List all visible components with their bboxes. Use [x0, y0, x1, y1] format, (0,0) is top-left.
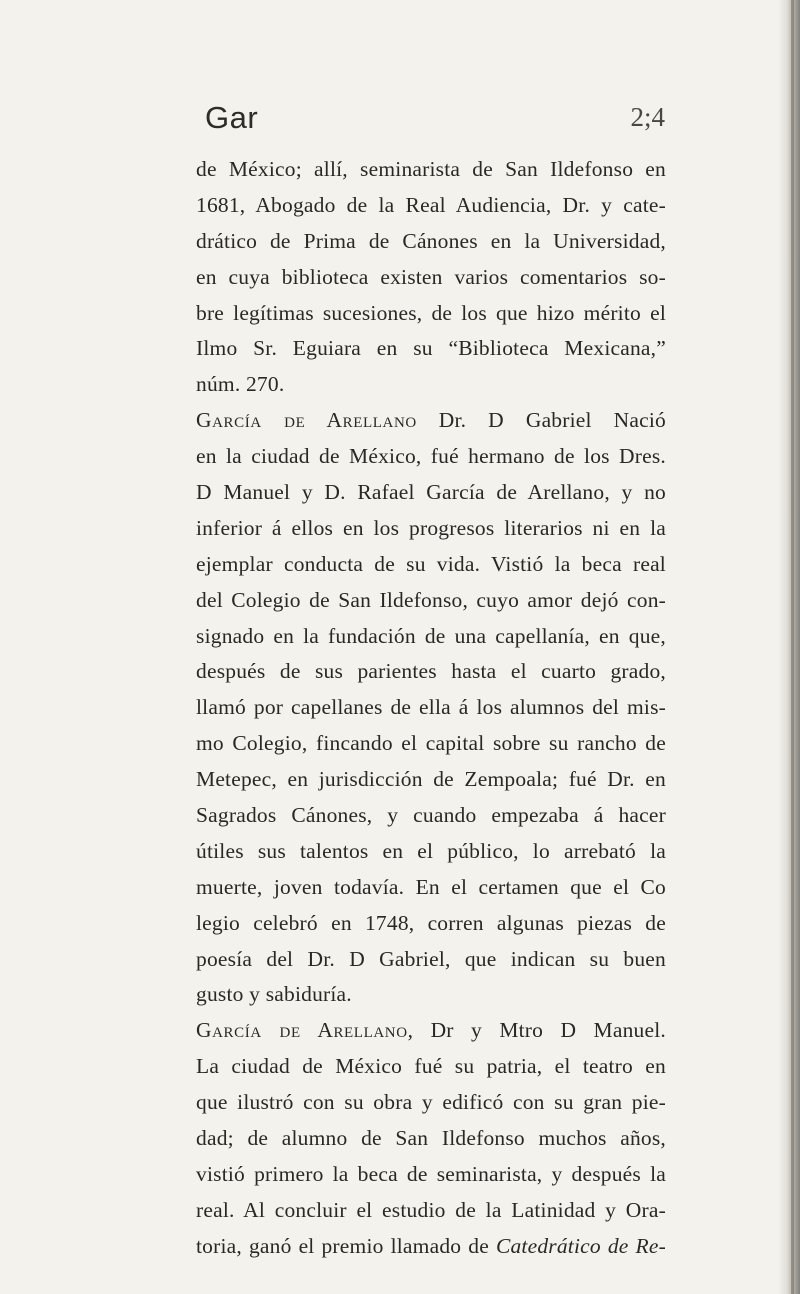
- entry-heading-rest: , Dr y Mtro D Manuel.: [407, 1018, 666, 1043]
- line-text: gusto y sabiduría.: [196, 982, 352, 1007]
- text-line: [196, 188, 666, 224]
- text-line: [196, 403, 666, 439]
- text-line: [196, 726, 666, 762]
- text-line: [196, 547, 666, 583]
- line-text: Metepec, en jurisdicción de Zempoala; fué Dr. en: [196, 767, 666, 792]
- text-line: [196, 296, 666, 332]
- line-text: vistió primero la beca de seminarista, y después la: [196, 1161, 666, 1186]
- text-line: [196, 331, 666, 367]
- line-text: núm. 270.: [196, 372, 285, 397]
- entry-heading: García de Arellano: [196, 1018, 408, 1043]
- text-line: [196, 511, 666, 547]
- line-text: que ilustró con su obra y edificó con su gran pie-: [196, 1090, 666, 1115]
- text-line: [196, 834, 666, 870]
- line-text: útiles sus talentos en el público, lo arrebató la: [196, 838, 666, 863]
- line-text: D Manuel y D. Rafael García de Arellano, y no: [196, 480, 666, 505]
- text-line: [196, 439, 666, 475]
- text-line: [196, 475, 666, 511]
- line-text: drático de Prima de Cánones en la Universidad,: [196, 228, 666, 253]
- line-text: poesía del Dr. D Gabriel, que indican su buen: [196, 946, 666, 971]
- page-header: [205, 100, 665, 140]
- text-line: [196, 942, 666, 978]
- text-line: [196, 762, 666, 798]
- line-text: signado en la fundación de una capellanía, en que,: [196, 623, 666, 648]
- text-line: [196, 690, 666, 726]
- text-line: [196, 1049, 666, 1085]
- page-edge-shadow: [778, 0, 800, 1294]
- text-line: [196, 654, 666, 690]
- entry-heading-rest: Dr. D Gabriel Nació: [416, 408, 666, 433]
- line-text: Sagrados Cánones, y cuando empezaba á hacer: [196, 803, 666, 828]
- text-line: [196, 152, 666, 188]
- text-line: [196, 1229, 666, 1265]
- line-text: muerte, joven todavía. En el certamen que el Co: [196, 874, 666, 899]
- text-line: [196, 1121, 666, 1157]
- line-text: bre legítimas sucesiones, de los que hizo mérito el: [196, 300, 666, 325]
- line-text: en la ciudad de México, fué hermano de los Dres.: [196, 444, 666, 469]
- line-text: llamó por capellanes de ella á los alumnos del mis-: [196, 695, 666, 720]
- line-text: La ciudad de México fué su patria, el teatro en: [196, 1054, 666, 1079]
- line-text: en cuya biblioteca existen varios comentarios so-: [196, 264, 666, 289]
- text-line: [196, 619, 666, 655]
- line-text: después de sus parientes hasta el cuarto grado,: [196, 659, 666, 684]
- text-line: [196, 906, 666, 942]
- line-text: ejemplar conducta de su vida. Vistió la beca real: [196, 551, 666, 576]
- text-line: [196, 977, 666, 1013]
- text-line: [196, 224, 666, 260]
- text-line: [196, 260, 666, 296]
- text-line: [196, 870, 666, 906]
- line-text: legio celebró en 1748, corren algunas piezas de: [196, 910, 666, 935]
- line-text: de México; allí, seminarista de San Ildefonso en: [196, 157, 666, 181]
- line-text: del Colegio de San Ildefonso, cuyo amor dejó con-: [196, 587, 666, 612]
- text-line: [196, 1013, 666, 1049]
- body-text: [196, 152, 666, 1265]
- entry-heading: García de Arellano: [196, 408, 417, 433]
- line-text: toria, ganó el premio llamado de: [196, 1233, 496, 1258]
- line-text: mo Colegio, fincando el capital sobre su rancho de: [196, 731, 666, 756]
- text-line: [196, 1085, 666, 1121]
- text-line: [196, 583, 666, 619]
- text-line: [196, 1193, 666, 1229]
- text-line: [196, 1157, 666, 1193]
- text-line: [196, 367, 666, 403]
- page-number: 2;4: [630, 102, 665, 132]
- line-text: inferior á ellos en los progresos literarios ni en la: [196, 515, 666, 540]
- text-line: [196, 798, 666, 834]
- running-head: Gar: [205, 100, 259, 135]
- italic-title: Catedrático de Re-: [495, 1233, 666, 1258]
- page-edge-line: [791, 0, 794, 1294]
- line-text: dad; de alumno de San Ildefonso muchos años,: [196, 1126, 666, 1151]
- line-text: 1681, Abogado de la Real Audiencia, Dr. y cate-: [196, 192, 666, 217]
- line-text: real. Al concluir el estudio de la Latinidad y Ora-: [196, 1197, 666, 1222]
- line-text: Ilmo Sr. Eguiara en su “Biblioteca Mexicana,”: [196, 336, 666, 361]
